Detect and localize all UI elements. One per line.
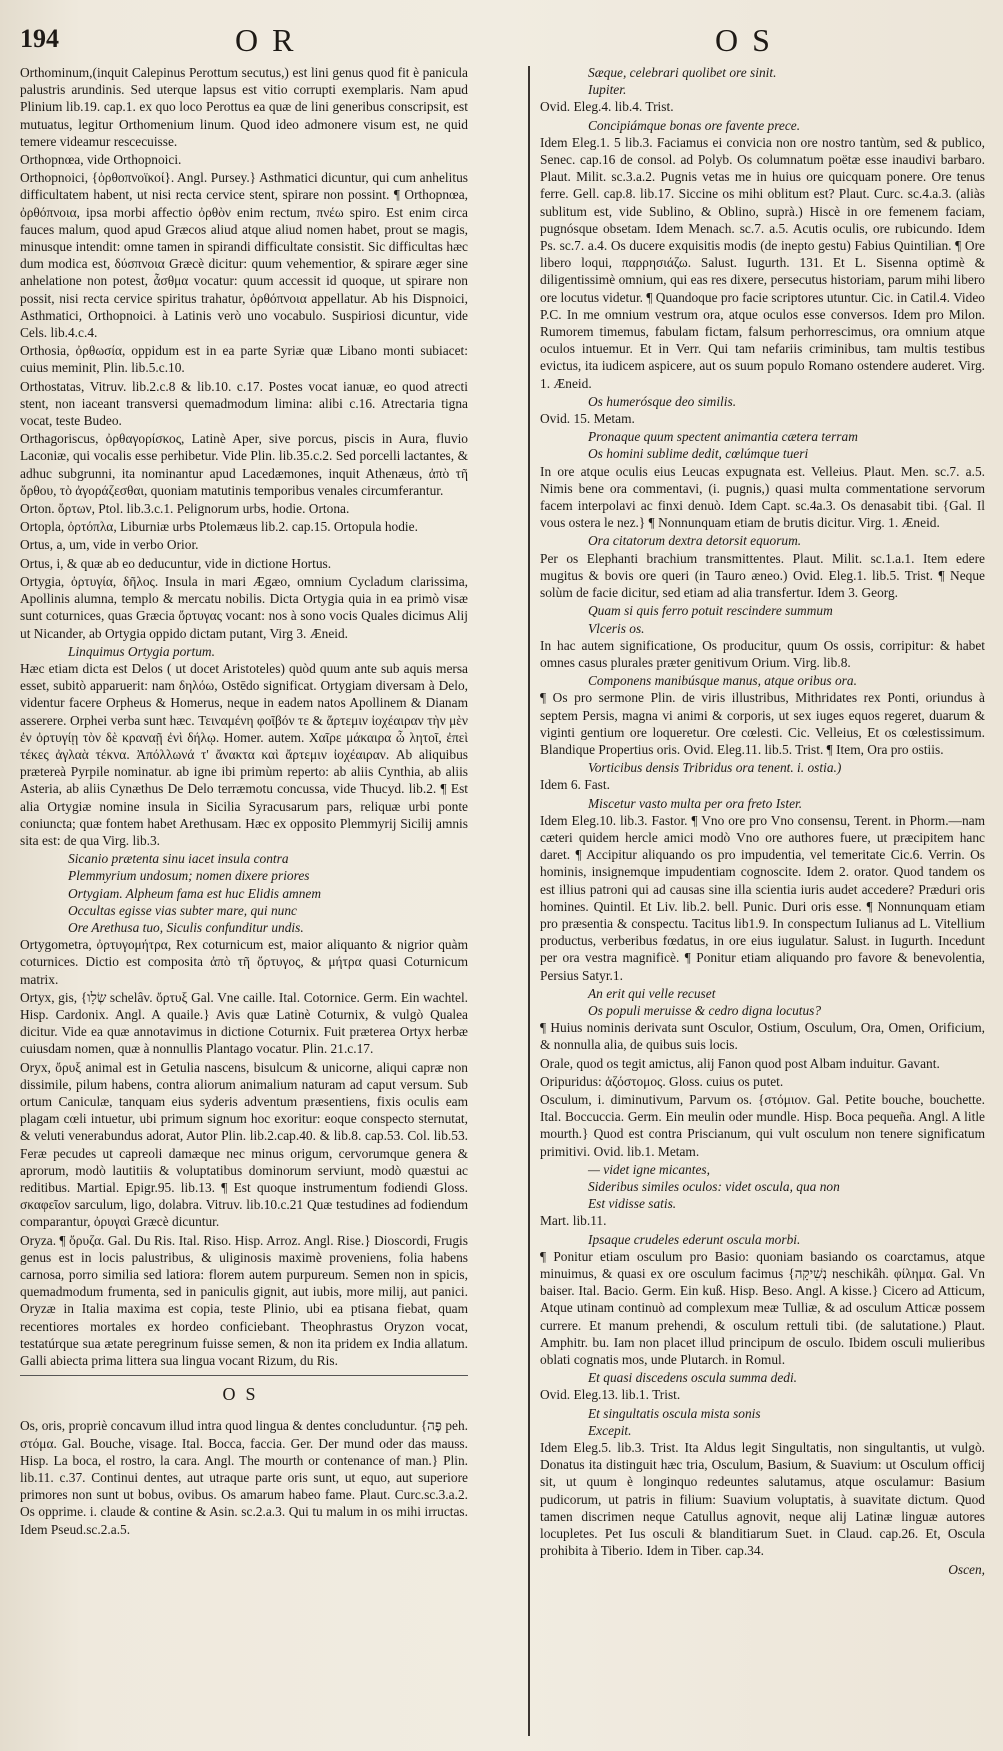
dictionary-entry: Ortopla, ὀρτόπλα, Liburniæ urbs Ptolemæus lib.2. cap.15. Ortopula hodie. [20,519,418,535]
verse-quote: Componens manibúsque manus, atque oribus ora. [588,673,857,689]
dictionary-entry: Os, oris, propriè concavum illud intra quod lingua & dentes concluduntur. {פֶּה peh. στόμα. Gal. Bouche, visage. Ital. Bocca, faccia. Ger. Der mund oder das mauss. Hisp. La boca, el rostro, la cara. Angl. The mourth or contenance of man.} Plin. lib.11. c.37. Continui dentes, aut utraque parte oris sunt, ut equo, aut superiore primores non sunt ut bobus, ovibus. Os amarum habeo fame. Plaut. Curc.sc.3.a.2. Os opprime. i. claude & contine & Asin. sc.2.a.3. Qui tu malum in os mihi irructas. Idem Pseud.sc.2.a.5. [20,1418,469,1537]
dictionary-entry: Ovid. Eleg.4. lib.4. Trist. [540,99,674,115]
dictionary-entry: Mart. lib.11. [540,1213,607,1229]
column-rule [528,66,530,1736]
dictionary-entry: Ortygia, ὀρτυγία, δῆλος. Insula in mari Ægæo, omnium Cycladum clarissima, Apollinis alumna, templo & mercatu nobilis. Dicta Ortygia quia in ea primò visæ sunt coturnices, quas Græcia ὄρτυγας vocant: nos à sono vocis Quales dicimus Alij ut Nicander, ab Ortygia oppido dictam putant, Virg 3. Æneid. [20,573,468,641]
section-heading: OS [222,1384,266,1405]
verse-quote: Vlceris os. [588,620,645,636]
verse-quote: Quam si quis ferro potuit rescindere summum [588,603,833,619]
verse-quote: Concipiámque bonas ore favente prece. [588,117,801,133]
dictionary-entry: ¶ Ponitur etiam osculum pro Basio: quoniam basiando os coarctamus, atque minuimus, & quasi ex ore osculum facimus {נְשִׁיקָה neschikâh. φίλημα. Gal. Vn baiser. Ital. Bacio. Germ. Ein kuß. Hisp. Beso. Angl. A kisse.} Cicero ad Atticum, Atque utinam continuò ad complexum meæ Tulliæ, & ad osculum Atticæ possem currere. Et manum prehendi, & osculum rettuli tibi. (de salutatione.) Plaut. Amphitr. bu. Iam non placet illud principum de osculo. Ibidem osculi mulieribus oblati cognatis mos, unde Plutarch. in Romul. [540,1248,985,1368]
dictionary-entry: Orthopnœa, vide Orthopnoici. [20,152,182,168]
dictionary-entry: ¶ Huius nominis derivata sunt Osculor, Ostium, Osculum, Ora, Omen, Orificium, & nonnulla alia, de quibus suis locis. [540,1020,985,1053]
dictionary-entry: Orale, quod os tegit amictus, alij Fanon quod post Albam induitur. Gavant. [540,1055,940,1071]
verse-quote: Linquimus Ortygia portum. [68,643,215,659]
dictionary-entry: Ortus, a, um, vide in verbo Orior. [20,537,199,553]
verse-quote: Occultas egisse vias subter mare, qui nunc [68,902,297,918]
dictionary-entry: Orthopnoici, {ὀρθοπνοϊκοί}. Angl. Pursey.} Asthmatici dicuntur, qui cum anhelitus difficultatem habent, ut nisi recta cervice stent, spirare non possint. ¶ Orthopnœa, ὀρθόπνοια, ipsa morbi affectio ὀρθὸν enim rectum, πνέω spiro. Est enim circa fauces malum, quod apud Græcos aliud atque aliud nomen habet, prout se magis, minusque intendit: omne tamen in spirandi difficultate consistit. Sic difficultas hæc dum modica est, δύσπνοια Græcè dicitur: quum vehementior, & spirare æger sine anhelatione non potest, ἆσθμα vocatur: quum accessit id quoque, ut spirare non possit, nisi recta cervice spiritus trahatur, ὀρθόπνοια appellatur. Ab his Dispnoici, Asthmatici, Orthopnoici. à Latinis verò uno vocabulo. Suspiriosi dicuntur, vide Cels. lib.4.c.4. [20,170,468,341]
dictionary-entry: Oryza. ¶ ὄρυζα. Gal. Du Ris. Ital. Riso. Hisp. Arroz. Angl. Rise.} Dioscordi, Frugis genus est in locis palustribus, & uliginosis maximè proveniens, folia habens carnosa, porro similia sed latiora: florem autem purpureum. Semen non in spicis, quemadmodum frumenta, sed in paniculis gignit, aut iubis, more milij, aut panici. Oryzæ in Italia maxima est copia, teste Plinio, ubi ea ptisana fiebat, quam recentiores mortales ex hordeo conficiebant. Theophrastus Oryzon vocat, testatúrque sua ætate peregrinum fuisse semen, & non ita pridem ex India allatum. Galli abiecta prima littera sua lingua vocant Rizum, du Ris. [20,1232,468,1369]
dictionary-entry: Idem Eleg.1. 5 lib.3. Faciamus ei convicia non ore nostro tantùm, sed & publico, Senec. cap.16 de consol. ad Polyb. Os columnatum poëtæ esse inaudivi barbaro. Plaut. Milit. sc.3.a.2. Pugnis vetas me in huius ore quicquam ponere. Ore tenus ferre. Gell. cap.8. lib.17. Siccine os mihi oblitum est? Plaut. Curc. sc.4.a.3. (aliàs sublitum est, vide Sublino, & Oblino, suprà.) Hiscè in ore femenem faciam, pugnósque obsetam. Idem Menach. sc.7. a.5. Acutis oculis, ore rubicundo. Idem Ps. sc.7. a.4. Os ducere exquisitis modis (de inepto gestu) Fabius Quintilian. ¶ Ore libero loqui, παρρησιάζω. Salust. Iugurth. 131. Et L. Sisenna optimè & diligentissimè omnium, qui eas res dixere, persecutus historiam, parum mihi libero ore locutus videtur. ¶ Quandoque pro facie scriptores utuntur. Cic. in Catil.4. Video P.C. In me omnium vestrum ora, atque oculos esse conversos. Idem pro Milon. Rumorem timemus, fabulam fictam, falsum perhorrescimus, ora omnium atque oculos intuemur. Et in Verr. Qui tam nefariis criminibus, tam multis testibus evictus, ita iudicem aspicere, aut os suum populo Romano ostendere auderet. Virg. 1. Æneid. [540,134,985,391]
verse-quote: Sicanio prætenta sinu iacet insula contra [68,851,289,867]
dictionary-entry: Ovid. 15. Metam. [540,411,635,427]
verse-quote: Ipsaque crudeles ederunt oscula morbi. [588,1231,801,1247]
verse-quote: Ore Arethusa tuo, Siculis confunditur undis. [68,919,304,935]
verse-quote: Os homini sublime dedit, cœlúmque tueri [588,446,809,462]
verse-quote: Excepit. [588,1422,632,1438]
dictionary-entry: Ortyx, gis, {שְׂלָו schelâv. ὄρτυξ Gal. Vne caille. Ital. Cotornice. Germ. Ein wachtel. Hisp. Cardonix. Angl. A quaile.} Avis quæ Latinè Coturnix, & vulgò Qualea dicitur. Vide ea quæ annotavimus in dictione Coturnix. Fuit præterea Ortyx herbæ cuiusdam nomen, quæ à nonnullis Plantago vocatur. Plin. 21.c.17. [20,989,469,1057]
dictionary-entry: Ortus, i, & quæ ab eo deducuntur, vide in dictione Hortus. [20,555,332,571]
verse-quote: An erit qui velle recuset [588,985,716,1001]
verse-quote: Iupiter. [588,82,627,98]
verse-quote: Vorticibus densis Tribridus ora tenent. i. ostia.) [588,760,842,776]
dictionary-entry: Ovid. Eleg.13. lib.1. Trist. [540,1387,681,1403]
header-guide-left: OR [235,22,308,58]
verse-quote: — videt igne micantes, [588,1161,710,1177]
verse-quote: Ora citatorum dextra detorsit equorum. [588,533,802,549]
verse-quote: Et singultatis oscula mista sonis [588,1405,761,1421]
dictionary-entry: In ore atque oculis eius Leucas expugnata est. Velleius. Plaut. Men. sc.7. a.5. Nimis bene ora commentavi, (i. pugnis,) quasi multa commentatione servorum facem interpolavi ac finxi denuò. Idem Capt. sc.4a.3. Os denasabit tibi. {Gal. Il vous ostera le nez.} ¶ Nonnunquam etiam de brutis dicitur. Virg. 1. Æneid. [540,463,985,531]
left-column [20,64,468,1539]
verse-quote: Os populi meruisse & cedro digna locutus? [588,1002,822,1018]
verse-quote: Et quasi discedens oscula summa dedi. [588,1370,798,1386]
dictionary-entry: Hæc etiam dicta est Delos ( ut docet Aristoteles) quòd quum ante sub aquis mersa esset, subitò apparuerit: nam δηλόω, Ostēdo significat. Ortygiam diversam à Delo, videntur facere Orpheus & Homerus, neque in eadem natos Apollinem & Dianam asserere. Orphei verba sunt hæc. Τειναμένη φοῖβόν τε & ἄρτεμιν ἰοχέαιραν τὴν μὲν ἐν ὀρτυγίῃ τὸν δὲ κραναῇ ἐνὶ δήλῳ. Homer. autem. Χαῖρε μάκαιρα ὦ λητοῖ, ἐπεὶ τέκες ἀγλαὰ τέκνα. Ἀπόλλωνά τ' ἄνακτα καὶ ἄρτεμιν ἰοχέαιραν. Ab aliquibus prætereà Pyrpile nominatur. ab igne ibi primùm reperto: ab aliis Cynthia, ab aliis Asteria, ab aliis Cynæthus De Delo terræmotu concussa, vide Thucyd. lib.2. ¶ Est alia Ortygiæ nomine insula in Sicilia Syracusarum pars, reliquæ urbi ponte coniuncta; quæ fontem habet Arethusam. Hæc ex opposito Plemmyrij Sicilij amnis sita est: de qua Virg. lib.3. [20,660,468,848]
dictionary-entry: Idem Eleg.5. lib.3. Trist. Ita Aldus legit Singultatis, non singultantis, ut vulgò. Donatus ita distinguit hæc tria, Osculum, Basium, & Suavium: ut Osculum officij sit, ut quum è longinquo redeuntes salutamus, atque osculamur: Basium pudicorum, ut patris in filium: Suavium voluptatis, à suavitate dictum. Quod tamen discrimen neque Catullus agnovit, neque alij Latinæ linguæ autores locupletes. Pet Ius osculi & blanditiarum Suet. in Claud. cap.26. Et, Oscula prohibita à Tiberio. Idem in Tiber. cap.34. [540,1440,985,1559]
verse-quote: Sideribus similes oculos: videt oscula, qua non [588,1179,840,1194]
verse-quote: Miscetur vasto multa per ora freto Ister. [588,795,803,811]
dictionary-entry: Per os Elephanti brachium transmittentes. Plaut. Milit. sc.1.a.1. Item edere mugitus & bovis ore queri (in Tauro æneo.) Ovid. Eleg.1. lib.5. Trist. ¶ Neque solùm de facie dicitur, sed etiam ad alia transfertur. Idem 3. Georg. [540,550,985,601]
dictionary-entry: ¶ Os pro sermone Plin. de viris illustribus, Mithridates rex Ponti, oriundus à septem Persis, magna vi animi & corporis, ut sex iuges equos regeret, duarum & viginti gentium ore loqueretur. Ore cœlesti. Cic. Velleius, Et os cœlestissimum. Blandique Propertius oris. Ovid. Eleg.11. lib.5. Trist. ¶ Item, Ora pro ostiis. [540,690,985,757]
dictionary-entry: Orthominum,(inquit Calepinus Perottum secutus,) est lini genus quod fit è panicula palustris arundinis. Sed uterque lapsus est vitio corrupti exemplaris. Nam apud Plinium lib.19. cap.1. ex quo loco Perottus ea quæ de lini generibus conscripsit, est mutuatus, legitur Orthomenium linum. Quod ideo admonere visum est, ne quid temere videamur rescecuisse. [20,65,468,149]
verse-quote: Ortygiam. Alpheum fama est huc Elidis amnem [68,885,322,901]
dictionary-entry: Idem Eleg.10. lib.3. Fastor. ¶ Vno ore pro Vno consensu, Terent. in Phorm.—nam cæteri quidem hercle amici modò Vno ore authores fuere, ut præcipitem hanc daret. ¶ Accipitur aliquando os pro impudentia, vel temeritate Cic.6. Verrin. Os hominis, insignemque impudentiam cognoscite. Idem 2. orator. Quod tandem os est illius patroni qui ad causas sine illa scientia iuris audet accedere? Præduri oris homines. Quintil. Et Liv. lib.2. bell. Punic. Duri oris esse. ¶ Nonnunquam etiam pro præsentia & conspectu. Tacitus lib1.9. In conspectum Iulianus ad L. Vitellium productus, verberibus fœdatus, in ore eius iugulatur. Salust. in Iugurth. Incedunt per ora vestra magnificè. ¶ Ponitur etiam aliquando pro favore & benevolentia, Persius Satyr.1. [540,812,985,983]
dictionary-entry: Osculum, i. diminutivum, Parvum os. {στόμιον. Gal. Petite bouche, bouchette. Ital. Boccuccia. Germ. Ein meulin oder mundle. Hisp. Boca pequeña. Angl. A litle mourth.} Quod est contra Priscianum, qui vult osculum non tenere significatum primitivi. Ovid. lib.1. Metam. [540,1091,985,1159]
dictionary-entry: Ortygometra, ὀρτυγομήτρα, Rex coturnicum est, maior aliquanto & nigrior quàm coturnices. Dictio est composita ἀπὸ τῆ ὄρτυγος, & μήτρα quasi Coturnicum matrix. [20,937,468,987]
dictionary-entry: Orthostatas, Vitruv. lib.2.c.8 & lib.10. c.17. Postes vocat ianuæ, eo quod atrecti stent, non iaceant transversi quemadmodum limina: alibi c.16. Atrectaria tigna vocat, teste Budeo. [20,378,468,429]
dictionary-entry: Orton. ὄρτων, Ptol. lib.3.c.1. Pelignorum urbs, hodie. Ortona. [20,501,350,517]
dictionary-entry: Oryx, ὄρυξ animal est in Getulia nascens, bisulcum & unicorne, aliqui capræ non dissimile, pilum habens, contra aliorum animalium naturam ad caput versum. Sub ortum Caniculæ, tanquam eius syderis adventum præsentiens, fixis oculis eam plagam cœli intuetur, ubi primum signum hoc exoritur: eoque conspecto sternutat, & veluti venerabundus adorat, Autor Plin. lib.2.cap.40. & lib.8. cap.53. Col. lib.53. Feræ pecudes ut capreoli damæque nec minus origum, cervorumque genera & aprorum, modò lautitiis & voluptatibus dominorum serviunt, modò quæstui ac reditibus. Martial. Epigr.95. lib.13. ¶ Est quoque instrumentum fodiendi Gloss. σκαφεῖον sarculum, ligo, dolabra. Vitruv. lib.10.c.21 Quæ testudines ad fodiendum comparantur, ὀρυγαὶ Græcè dicuntur. [20,1059,468,1230]
verse-quote: Sæque, celebrari quolibet ore sinit. [588,65,777,80]
verse-quote: Plemmyrium undosum; nomen dixere priores [68,868,310,884]
dictionary-entry: Orthagoriscus, ὀρθαγορίσκος, Latinè Aper, sive porcus, piscis in Aura, fluvio Laconiæ, qui vocalis esse perhibetur. Vide Plin. lib.35.c.2. Sed porcelli lactantes, & adhuc subgrunni, ita nominantur apud Lacedæmones, inquit Athenæus, ἀπὸ τῆ ὄρθου, τὸ ἀγοράζεσθαι, quoniam matutinis temporibus venales circumferantur. [20,431,468,498]
catchword: Oscen, [948,1562,985,1578]
dictionary-entry: Orthosia, ὀρθωσία, oppidum est in ea parte Syriæ quæ Libano monti subiacet: cuius meminit, Plin. lib.5.c.10. [20,343,468,376]
dictionary-entry: In hac autem significatione, Os producitur, quum Os ossis, corripitur: & habet omnes casus plurales præter genitivum Orium. Virg. lib.8. [540,637,985,670]
header-guide-right: OS [715,22,784,58]
right-column [540,64,985,1579]
dictionary-entry: Idem 6. Fast. [540,777,610,793]
verse-quote: Os humerósque deo similis. [588,393,737,409]
section-rule [20,1375,468,1376]
dictionary-entry: Oripuridus: ἀζόστομος. Gloss. cuius os putet. [540,1073,784,1089]
page-number: 194 [20,24,59,53]
verse-quote: Pronaque quum spectent animantia cætera terram [588,429,858,445]
running-header [20,18,973,58]
verse-quote: Est vidisse satis. [588,1196,677,1212]
